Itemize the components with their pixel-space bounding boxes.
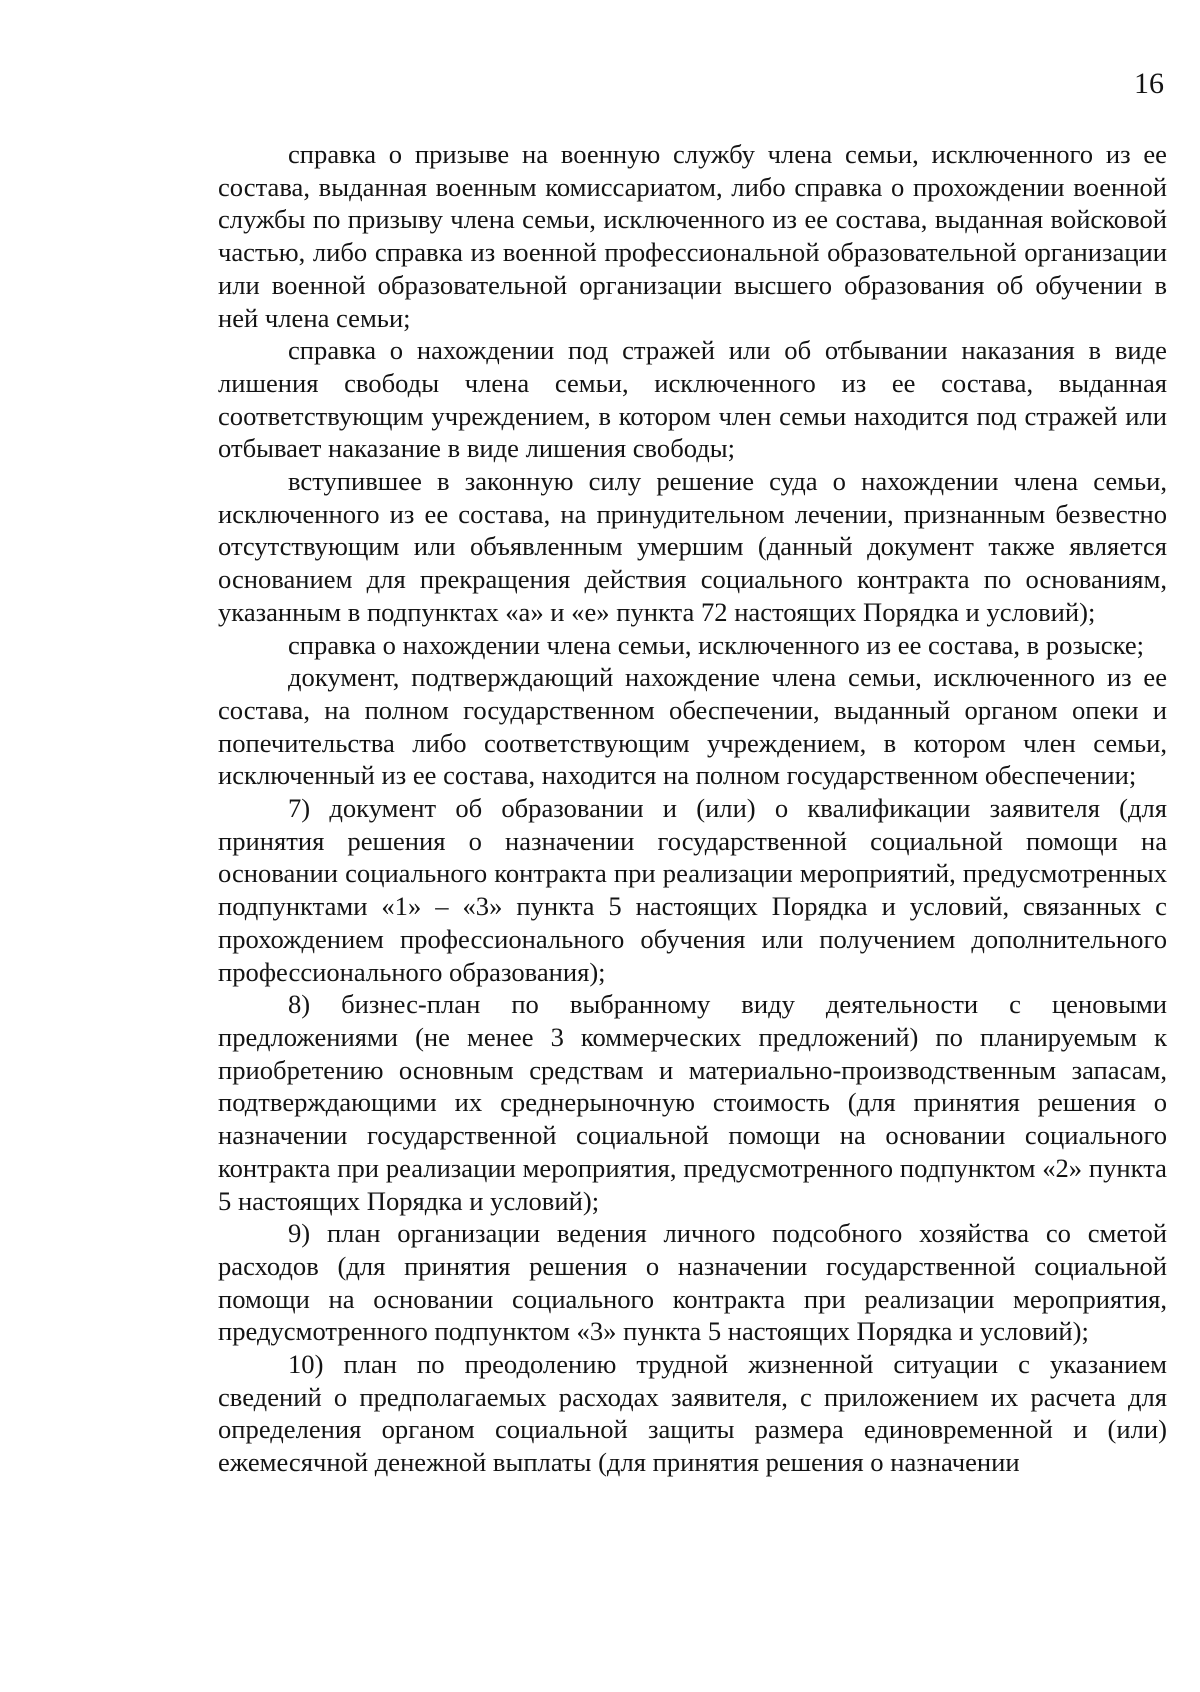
paragraph-state-support-document: документ, подтверждающий нахождение члена семьи, исключенного из ее состава, на полном государственном обеспечении, выданный органом опеки и попечительства либо соответствующим учреждением, в котором член семьи, исключенный из ее состава, находится на полном государственном обеспечении;	[218, 662, 1167, 791]
paragraph-item-10-hardship-plan: 10) план по преодолению трудной жизненной ситуации с указанием сведений о предполагаемых расходах заявителя, с приложением их расчета для определения органом социальной защиты размера единовременной и (или) ежемесячной денежной выплаты (для принятия решения о назначении	[218, 1349, 1167, 1478]
paragraph-wanted-certificate: справка о нахождении члена семьи, исключенного из ее состава, в розыске;	[288, 629, 1145, 660]
paragraph-military-service-certificate: справка о призыве на военную службу члена семьи, исключенного из ее состава, выданная военным комиссариатом, либо справка о прохождении военной службы по призыву члена семьи, исключенного из ее состава, выданная войсковой частью, либо справка из военной профессиональной образовательной организации или военной образовательной организации высшего образования об обучении в ней члена семьи;	[218, 139, 1167, 333]
page-number: 16	[1134, 67, 1164, 100]
paragraph-item-7-education-document: 7) документ об образовании и (или) о квалификации заявителя (для принятия решения о назначении государственной социальной помощи на основании социального контракта при реализации мероприятий, предусмотренных подпунктами «1» – «3» пункта 5 настоящих Порядка и условий, связанных с прохождением профессионального обучения или получением дополнительного профессионального образования);	[218, 793, 1167, 987]
paragraph-custody-certificate: справка о нахождении под стражей или об отбывании наказания в виде лишения свободы члена семьи, исключенного из ее состава, выданная соответствующим учреждением, в котором член семьи находится под стражей или отбывает наказание в виде лишения свободы;	[218, 335, 1167, 464]
paragraph-court-decision: вступившее в законную силу решение суда о нахождении члена семьи, исключенного из ее состава, на принудительном лечении, признанным безвестно отсутствующим или объявленным умершим (данный документ также является основанием для прекращения действия социального контракта по основаниям, указанным в подпунктах «а» и «е» пункта 72 настоящих Порядка и условий);	[218, 466, 1167, 627]
paragraph-item-8-business-plan: 8) бизнес-план по выбранному виду деятельности с ценовыми предложениями (не менее 3 коммерческих предложений) по планируемым к приобретению основным средствам и материально-производственным запасам, подтверждающими их среднерыночную стоимость (для принятия решения о назначении государственной социальной помощи на основании социального контракта при реализации мероприятия, предусмотренного подпунктом «2» пункта 5 настоящих Порядка и условий);	[218, 989, 1167, 1216]
paragraph-item-9-household-plan: 9) план организации ведения личного подсобного хозяйства со сметой расходов (для принятия решения о назначении государственной социальной помощи на основании социального контракта при реализации мероприятия, предусмотренного подпунктом «3» пункта 5 настоящих Порядка и условий);	[218, 1218, 1167, 1347]
document-body	[218, 138, 1167, 1479]
